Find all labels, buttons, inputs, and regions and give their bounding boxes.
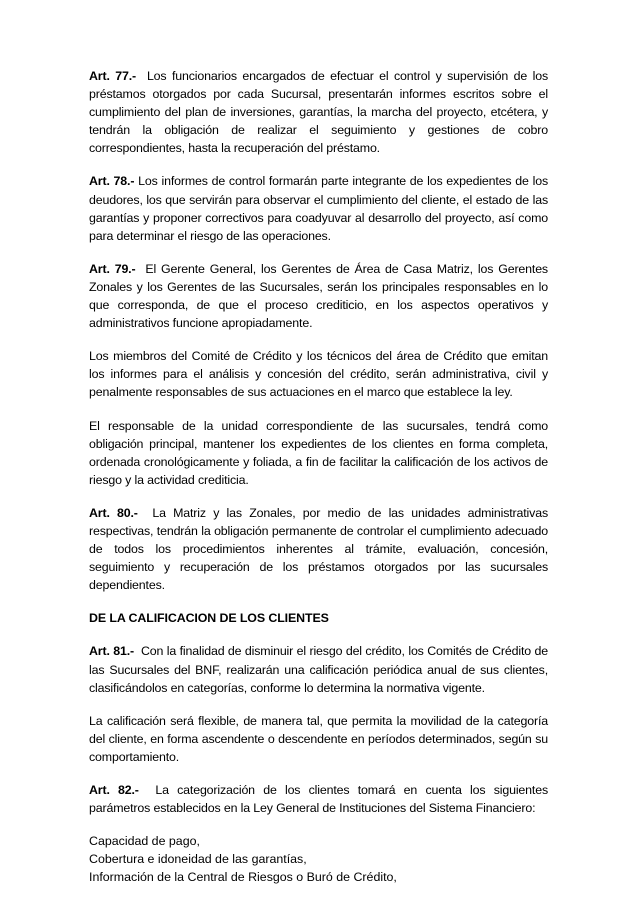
article-label: Art. 80.-: [89, 505, 138, 520]
article-text: Con la finalidad de disminuir el riesgo del crédito, los Comités de Crédito de las Sucursales del BNF, realizarán una calificación periódica anual de sus clientes, clasificándolos en categorías, conforme lo determina la normativa vigente.: [89, 644, 548, 695]
article-label: Art. 77.-: [89, 69, 136, 83]
article-text: El Gerente General, los Gerentes de Área de Casa Matriz, los Gerentes Zonales y los Gerentes de las Sucursales, serán los principales responsables en lo que corresponda, de que el proceso crediticio, en los aspectos operativos y administrativos funcione apropiadamente.: [89, 261, 548, 331]
article-82: [89, 781, 548, 817]
article-label: Art. 82.-: [89, 783, 139, 797]
article-79: [89, 260, 548, 332]
article-text: Los funcionarios encargados de efectuar el control y supervisión de los préstamos otorgados por cada Sucursal, presentarán informes escritos sobre el cumplimiento del plan de inversiones, garantías, la marcha del proyecto, etcétera, y tendrán la obligación de realizar el seguimiento y gestiones de cobro correspondientes, hasta la recuperación del préstamo.: [89, 69, 548, 156]
list-item: Cobertura e idoneidad de las garantías,: [89, 852, 307, 867]
article-label: Art. 79.-: [89, 261, 136, 276]
article-77: [89, 67, 548, 157]
paragraph-branch-responsible: El responsable de la unidad correspondiente de las sucursales, tendrá como obligación principal, mantener los expedientes de los clientes en forma completa, ordenada cronológicamente y foliada, a fin de facilitar la calificación de los activos de riesgo y la actividad crediticia.: [89, 418, 548, 487]
paragraph-flexible-rating: La calificación será flexible, de manera tal, que permita la movilidad de la categoría del cliente, en forma ascendente o descendente en períodos determinados, según su comportamiento.: [89, 713, 548, 764]
list-item: Información de la Central de Riesgos o Buró de Crédito,: [89, 870, 397, 885]
article-text: Los informes de control formarán parte integrante de los expedientes de los deudores, los que servirán para observar el cumplimiento del cliente, el estado de las garantías y proponer correctivos para coadyuvar al desarrollo del proyecto, así como para determinar el riesgo de las operaciones.: [89, 174, 548, 243]
document-page: [89, 67, 548, 886]
article-label: Art. 81.-: [89, 644, 134, 659]
section-heading: DE LA CALIFICACION DE LOS CLIENTES: [89, 611, 329, 626]
article-text: La categorización de los clientes tomará en cuenta los siguientes parámetros establecidos en la Ley General de Instituciones del Sistema Financiero:: [89, 783, 548, 816]
article-text: La Matriz y las Zonales, por medio de las unidades administrativas respectivas, tendrán la obligación permanente de controlar el cumplimiento adecuado de todos los procedimientos inherentes al trámite, evaluación, concesión, seguimiento y recuperación de los préstamos otorgados por las sucursales dependientes.: [89, 505, 548, 593]
article-78: [89, 172, 548, 244]
paragraph-credit-committee: Los miembros del Comité de Crédito y los técnicos del área de Crédito que emitan los informes para el análisis y concesión del crédito, serán administrativa, civil y penalmente responsables de sus actuaciones en el marco que establece la ley.: [89, 349, 548, 400]
article-80: [89, 504, 548, 594]
parameter-list: [89, 832, 548, 886]
article-81: [89, 642, 548, 696]
article-label: Art. 78.-: [89, 174, 135, 189]
list-item: Capacidad de pago,: [89, 834, 200, 849]
